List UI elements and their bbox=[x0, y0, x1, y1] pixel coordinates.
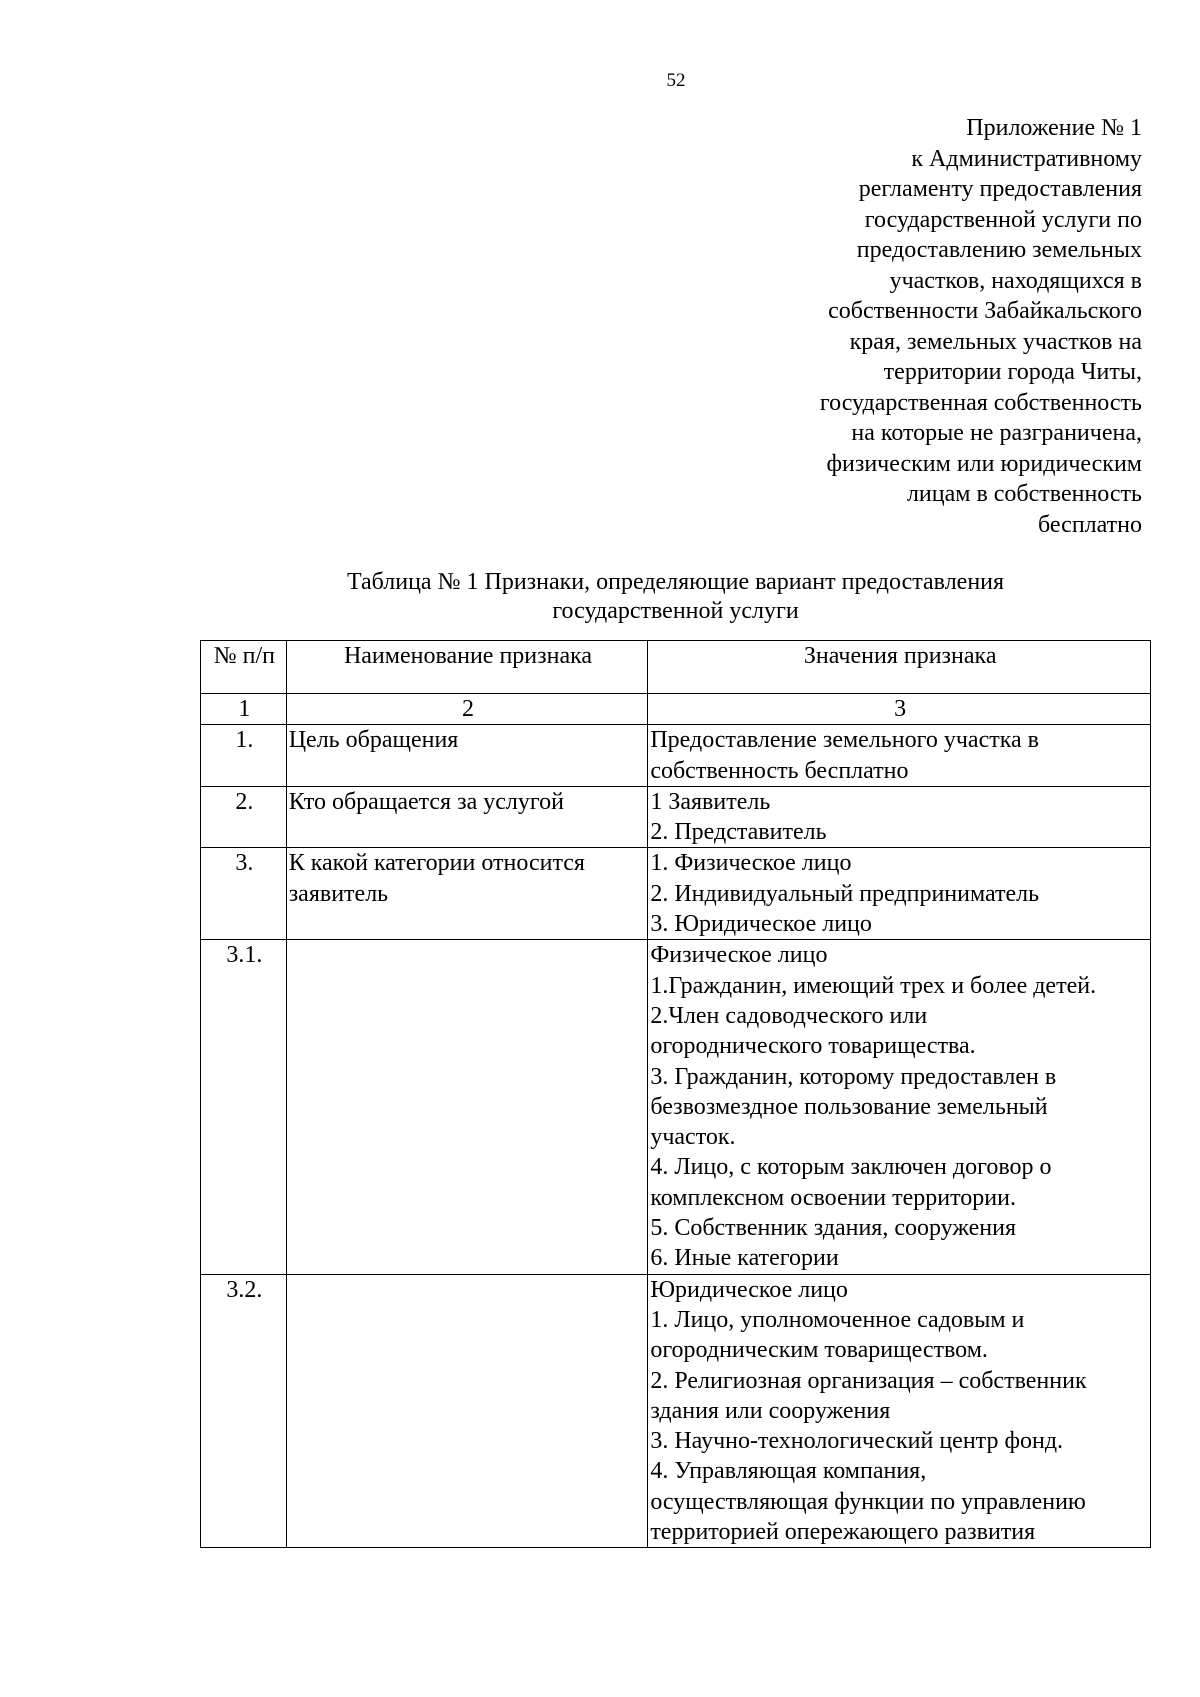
feature-value-line: 2. Индивидуальный предприниматель bbox=[650, 880, 1040, 907]
row-number-cell: 3.2. bbox=[201, 1274, 287, 1548]
row-number-cell: 1. bbox=[201, 725, 287, 787]
feature-value-line: здания или сооружения bbox=[650, 1397, 891, 1424]
feature-value-line: осуществляющая функции по управлению bbox=[650, 1488, 1086, 1515]
table-title bbox=[200, 568, 1151, 626]
feature-name-cell bbox=[286, 940, 648, 1274]
feature-value-line: 3. Гражданин, которому предоставлен в bbox=[650, 1063, 1057, 1090]
row-number-cell: 3. bbox=[201, 848, 287, 940]
row-number-cell: 3.1. bbox=[201, 940, 287, 1274]
appendix-line: бесплатно bbox=[1038, 511, 1142, 538]
feature-name-line: К какой категории относится bbox=[288, 850, 585, 877]
feature-value-line: 1.Гражданин, имеющий трех и более детей. bbox=[650, 972, 1097, 999]
appendix-line: регламенту предоставления bbox=[858, 176, 1142, 202]
table-title-line: Таблица № 1 Признаки, определяющие вариант предоставления bbox=[346, 569, 1005, 595]
feature-values-cell bbox=[648, 725, 1151, 787]
table-title-line: государственной услуги bbox=[552, 598, 799, 624]
table-row bbox=[201, 1274, 1151, 1548]
table-header-row bbox=[201, 641, 1151, 694]
appendix-line: участков, находящихся в bbox=[889, 267, 1142, 294]
feature-name-cell bbox=[286, 786, 648, 848]
feature-value-line: 1. Физическое лицо bbox=[650, 850, 852, 877]
feature-value-line: 4. Управляющая компания, bbox=[650, 1458, 927, 1485]
feature-value-line: 1. Лицо, уполномоченное садовым и bbox=[650, 1306, 1025, 1333]
appendix-line: физическим или юридическим bbox=[826, 450, 1142, 477]
feature-value-line: Предоставление земельного участка в bbox=[650, 727, 1039, 754]
appendix-line: собственности Забайкальского bbox=[828, 298, 1142, 324]
column-number: 3 bbox=[648, 694, 1151, 725]
feature-value-line: 5. Собственник здания, сооружения bbox=[650, 1215, 1017, 1242]
header-cell-values: Значения признака bbox=[648, 641, 1151, 694]
feature-values-cell bbox=[648, 786, 1151, 848]
feature-values-cell bbox=[648, 1274, 1151, 1548]
feature-name-line: заявитель bbox=[288, 880, 389, 907]
appendix-line: к Административному bbox=[911, 145, 1142, 172]
feature-value-line: собственность бесплатно bbox=[650, 757, 909, 784]
column-numbers-row bbox=[201, 694, 1151, 725]
feature-value-line: огороднического товарищества. bbox=[650, 1033, 976, 1060]
appendix-line: предоставлению земельных bbox=[856, 237, 1142, 263]
header-cell-number: № п/п bbox=[201, 641, 287, 694]
feature-value-line: 2. Религиозная организация – собственник bbox=[650, 1367, 1087, 1394]
feature-name-line: Кто обращается за услугой bbox=[288, 788, 564, 815]
appendix-line: территории города Читы, bbox=[883, 359, 1142, 385]
appendix-line: государственной услуги по bbox=[864, 206, 1142, 233]
appendix-line: края, земельных участков на bbox=[849, 328, 1142, 355]
feature-value-line: 1 Заявитель bbox=[650, 788, 771, 815]
page-number: 52 bbox=[666, 70, 686, 91]
appendix-line: Приложение № 1 bbox=[966, 115, 1142, 141]
feature-name-cell bbox=[286, 725, 648, 787]
feature-value-line: 4. Лицо, с которым заключен договор о bbox=[650, 1154, 1052, 1181]
table-row bbox=[201, 940, 1151, 1274]
feature-value-line: Юридическое лицо bbox=[650, 1276, 848, 1303]
feature-name-cell bbox=[286, 1274, 648, 1548]
feature-value-line: безвозмездное пользование земельный bbox=[650, 1093, 1048, 1120]
feature-value-line: участок. bbox=[650, 1124, 736, 1151]
table-row bbox=[201, 848, 1151, 940]
feature-value-line: 2.Член садоводческого или bbox=[650, 1002, 928, 1029]
feature-values-cell bbox=[648, 848, 1151, 940]
column-number: 2 bbox=[286, 694, 648, 725]
feature-name-cell bbox=[286, 848, 648, 940]
feature-value-line: 6. Иные категории bbox=[650, 1245, 839, 1272]
appendix-line: лицам в собственность bbox=[906, 481, 1142, 507]
feature-value-line: Физическое лицо bbox=[650, 942, 828, 969]
table-row bbox=[201, 786, 1151, 848]
feature-value-line: 3. Научно-технологический центр фонд. bbox=[650, 1428, 1064, 1455]
feature-value-line: огородническим товариществом. bbox=[650, 1337, 988, 1364]
feature-name-line: Цель обращения bbox=[288, 727, 459, 754]
table-row bbox=[201, 725, 1151, 787]
feature-values-cell bbox=[648, 940, 1151, 1274]
appendix-heading bbox=[722, 113, 1142, 540]
feature-value-line: территорией опережающего развития bbox=[650, 1519, 1036, 1546]
feature-value-line: 3. Юридическое лицо bbox=[650, 911, 872, 938]
features-table bbox=[200, 640, 1151, 1548]
header-cell-name: Наименование признака bbox=[286, 641, 648, 694]
column-number: 1 bbox=[201, 694, 287, 725]
feature-value-line: комплексном освоении территории. bbox=[650, 1184, 1016, 1211]
appendix-line: государственная собственность bbox=[819, 389, 1142, 416]
feature-value-line: 2. Представитель bbox=[650, 819, 827, 846]
row-number-cell: 2. bbox=[201, 786, 287, 848]
appendix-line: на которые не разграничена, bbox=[851, 420, 1142, 446]
